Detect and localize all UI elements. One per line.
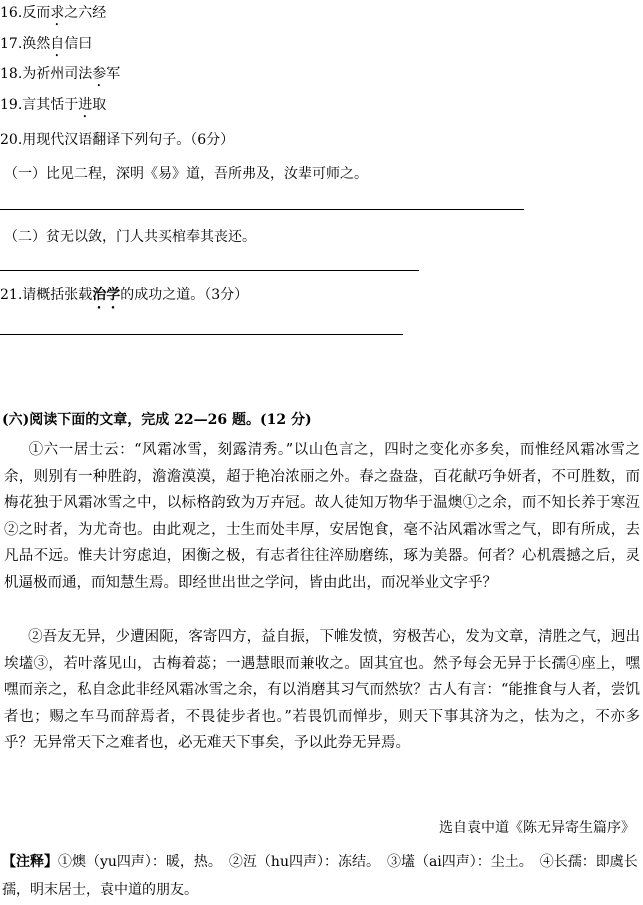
dotted-word: 自 <box>50 36 65 52</box>
question-19: 19.言其恬于进取 <box>0 97 107 113</box>
notes-label: 【注释】 <box>2 854 58 870</box>
dotted-word: 治学 <box>92 287 121 303</box>
passage-paragraph-2: ②吾友无异，少遭困阨，客寄四方，益自振，下帷发愤，穷极苦心，发为文章，清胜之气，迥出埃壒③，若叶落见山，古梅着蕊；一遇慧眼而兼收之。固其宜也。然予每会无异于长孺④座上，嘿嘿而亲之，私自念此非经风霜冰雪之余，有以消磨其习气而然欤？古人有言：“能推食与人者，尝饥者也；赐之车马而辞焉者，不畏徒步者也。”若畏饥而惮步，则天下事其济为之，怯为之，不亦多乎？无异常天下之难者也，必无难天下事矣，予以此券无异焉。 <box>4 629 640 751</box>
question-20: 20.用现代汉语翻译下列句子。（6分） <box>0 132 235 148</box>
dotted-word: 参 <box>92 66 107 82</box>
question-20-part-1: （一）比见二程，深明《易》道，吾所弗及，汝辈可师之。 <box>4 166 368 182</box>
dotted-word: 求 <box>50 5 65 21</box>
question-18: 18.为祈州司法参军 <box>0 66 121 82</box>
answer-line-2[interactable] <box>0 270 419 271</box>
source-citation: 选自袁中道《陈无异寄生篇序》 <box>439 820 635 836</box>
answer-line-3[interactable] <box>0 334 403 335</box>
dotted-word: 进 <box>78 97 93 113</box>
annotations <box>2 848 640 904</box>
answer-line-1[interactable] <box>0 209 524 210</box>
section-title: (六)阅读下面的文章，完成 22—26 题。(12 分) <box>2 412 312 428</box>
notes-text: ①燠（yu四声）：暖，热。 ②沍（hu四声）：冻结。 ③壒（ai四声）：尘土。 ④长孺：即虞长孺，明末居士，袁中道的朋友。 <box>2 854 638 898</box>
question-21: 21.请概括张载治学的成功之道。（3分） <box>0 287 249 303</box>
passage-paragraph-1: ①六一居士云：“风霜冰雪，刻露清秀。”以山色言之，四时之变化亦多矣，而惟经风霜冰雪之余，则别有一种胜韵，澹澹漠漠，超于艳冶浓丽之外。春之盎盎，百花献巧争妍者，不可胜数，而梅花独于风霜冰雪之中，以标格韵致为万卉冠。故人徒知万物华于温燠①之余，而不知长养于寒沍②之时者，为尤奇也。由此观之，士生而处丰厚，安居饱食，毫不沾风霜冰雪之气，即有所成，去凡品不远。惟夫计穷虑迫，困衡之极，有志者往往淬励磨练，琢为美器。何者？心机震撼之后，灵机逼极而通，而知慧生焉。即经世出世之学问，皆由此出，而况举业文字乎？ <box>4 442 640 591</box>
question-20-part-2: （二）贫无以敛，门人共买棺奉其丧还。 <box>4 229 256 245</box>
question-16: 16.反而求之六经 <box>0 5 107 21</box>
question-17: 17.涣然自信曰 <box>0 36 93 52</box>
